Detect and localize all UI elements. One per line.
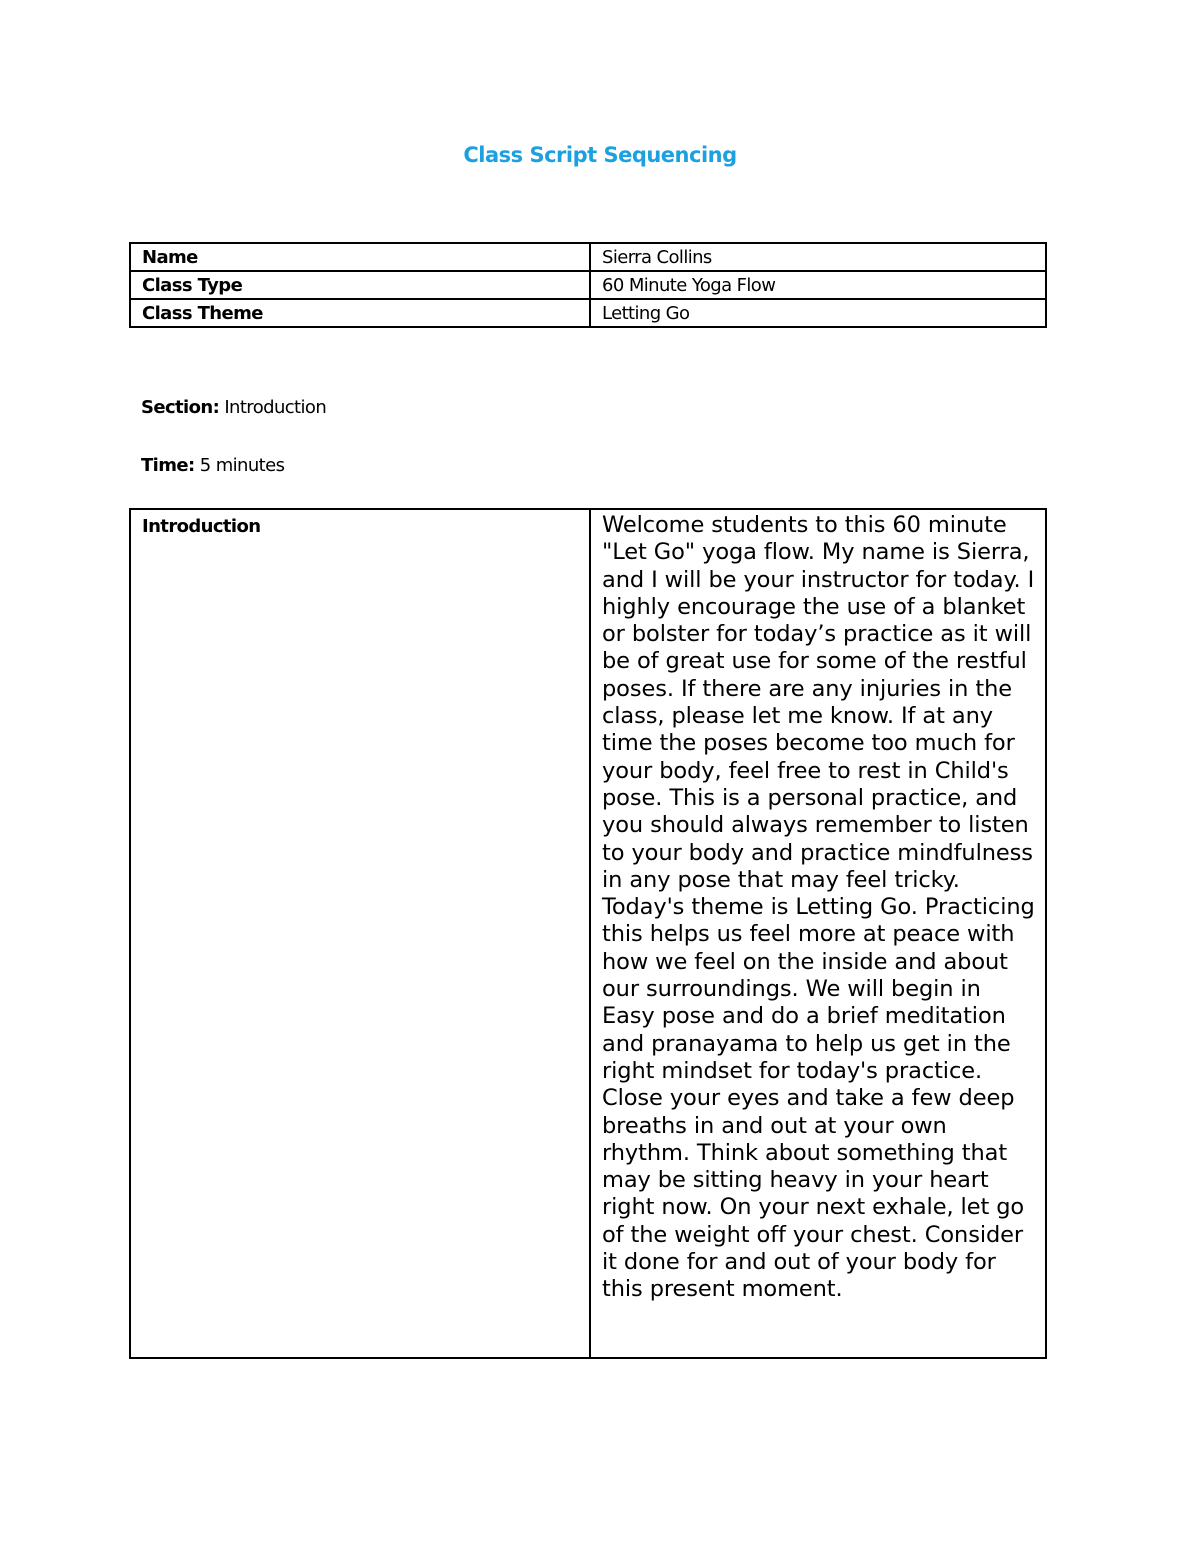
info-row-name: [130, 243, 1046, 271]
document-title: Class Script Sequencing: [463, 143, 737, 167]
info-row-class-theme: [130, 299, 1046, 327]
section-line: [141, 397, 326, 418]
section-label: Section:: [141, 397, 220, 418]
class-type-value: 60 Minute Yoga Flow: [590, 271, 1046, 299]
script-row-introduction: [130, 509, 1046, 1358]
name-label: Name: [130, 243, 590, 271]
info-row-class-type: [130, 271, 1046, 299]
script-section-label: Introduction: [130, 509, 590, 1358]
section-value: Introduction: [219, 397, 327, 418]
class-info-table: [129, 242, 1047, 328]
time-line: [141, 455, 284, 476]
script-text: Welcome students to this 60 minute "Let Go" yoga flow. My name is Sierra, and I will be your instructor for today. I highly encourage the use of a blanket or bolster for today’s practice as it will be of great use for some of the restful poses. If there are any injuries in the class, please let me know. If at any time the poses become too much for your body, feel free to rest in Child's pose. This is a personal practice, and you should always remember to listen to your body and practice mindfulness in any pose that may feel tricky. Today's theme is Letting Go. Practicing this helps us feel more at peace with how we feel on the inside and about our surroundings. We will begin in Easy pose and do a brief meditation and pranayama to help us get in the right mindset for today's practice. Close your eyes and take a few deep breaths in and out at your own rhythm. Think about something that may be sitting heavy in your heart right now. On your next exhale, let go of the weight off your chest. Consider it done for and out of your body for this present moment.: [590, 509, 1046, 1358]
class-theme-value: Letting Go: [590, 299, 1046, 327]
script-table: [129, 508, 1047, 1359]
name-value: Sierra Collins: [590, 243, 1046, 271]
time-label: Time:: [141, 455, 195, 476]
time-value: 5 minutes: [194, 455, 285, 476]
class-type-label: Class Type: [130, 271, 590, 299]
class-theme-label: Class Theme: [130, 299, 590, 327]
